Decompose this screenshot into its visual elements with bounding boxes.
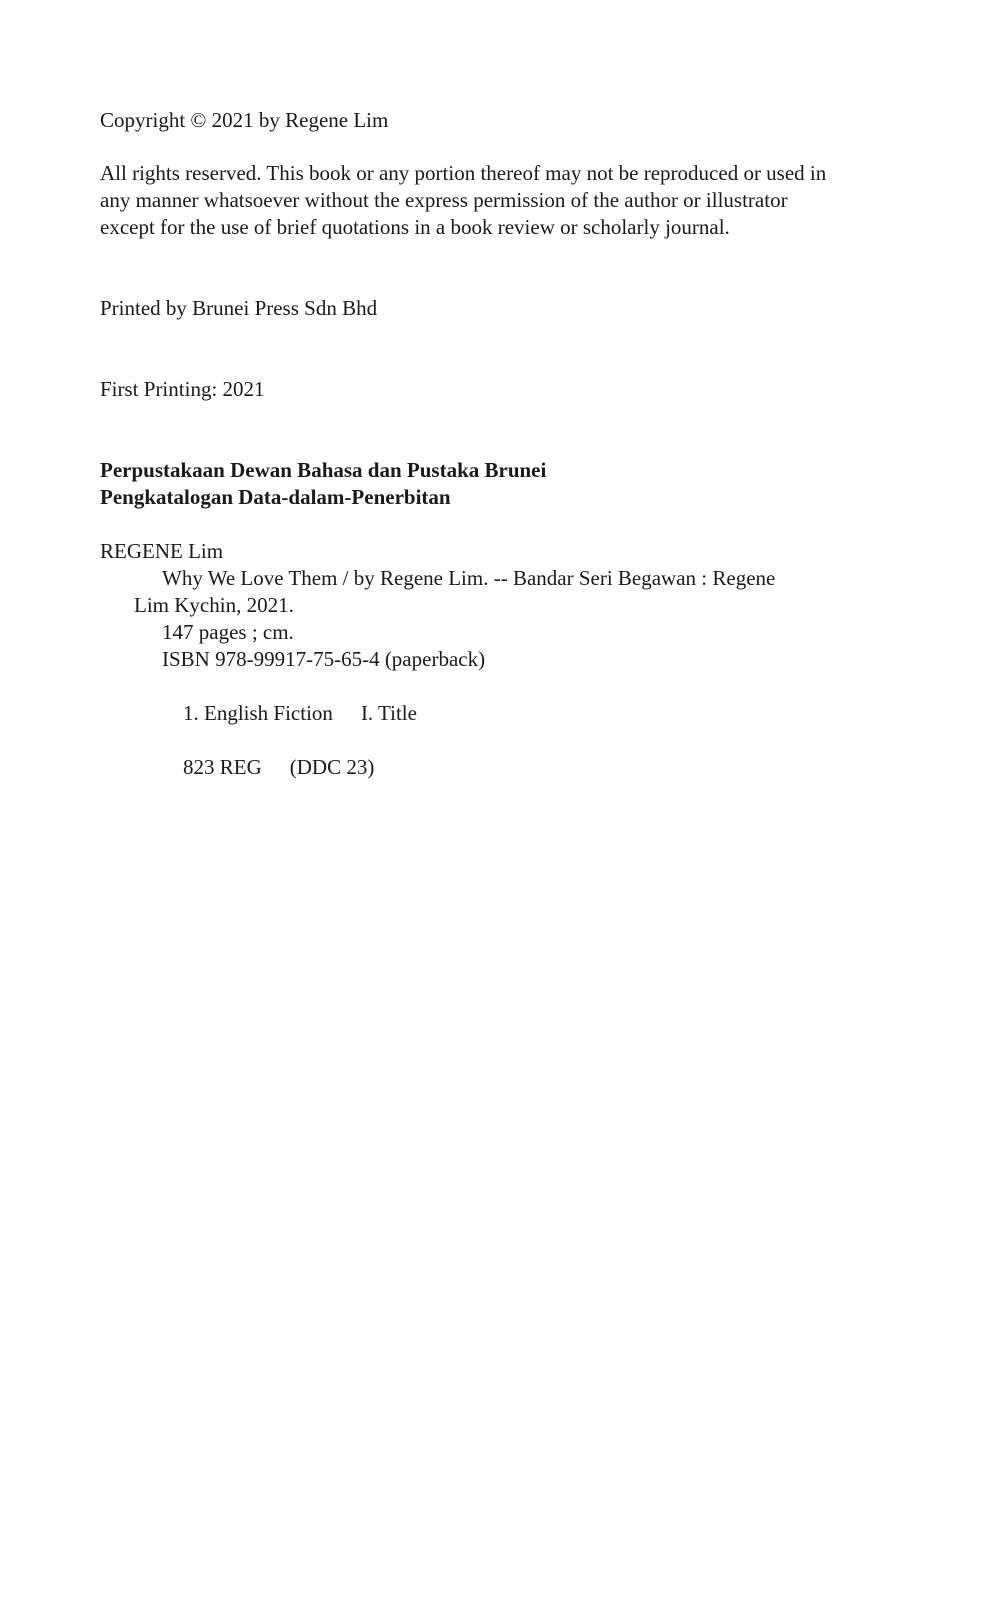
rights-line-1: All rights reserved. This book or any portion thereof may not be reproduced or used in — [100, 161, 827, 185]
cip-title-line-1: Why We Love Them / by Regene Lim. -- Bandar Seri Begawan : Regene — [162, 566, 776, 590]
rights-line-2: any manner whatsoever without the express permission of the author or illustrator — [100, 188, 788, 212]
cip-title-entry: I. Title — [360, 701, 417, 725]
cip-heading-library: Perpustakaan Dewan Bahasa dan Pustaka Brunei — [100, 458, 547, 482]
copyright-line: Copyright © 2021 by Regene Lim — [100, 108, 389, 132]
cip-author: REGENE Lim — [100, 539, 224, 563]
cip-subject-entry: 1. English Fiction — [183, 701, 333, 725]
first-printing-line: First Printing: 2021 — [100, 377, 265, 401]
cip-heading-cataloguing: Pengkatalogan Data-dalam-Penerbitan — [100, 485, 451, 509]
cip-isbn: ISBN 978-99917-75-65-4 (paperback) — [162, 647, 486, 671]
cip-classification-line — [162, 727, 374, 808]
printer-line: Printed by Brunei Press Sdn Bhd — [100, 296, 378, 320]
cip-title-line-2: Lim Kychin, 2021. — [134, 593, 294, 617]
cip-ddc: (DDC 23) — [289, 755, 375, 779]
rights-line-3: except for the use of brief quotations in a book review or scholarly journal. — [100, 215, 730, 239]
cip-pages: 147 pages ; cm. — [162, 620, 294, 644]
cip-classification: 823 REG — [183, 755, 262, 779]
